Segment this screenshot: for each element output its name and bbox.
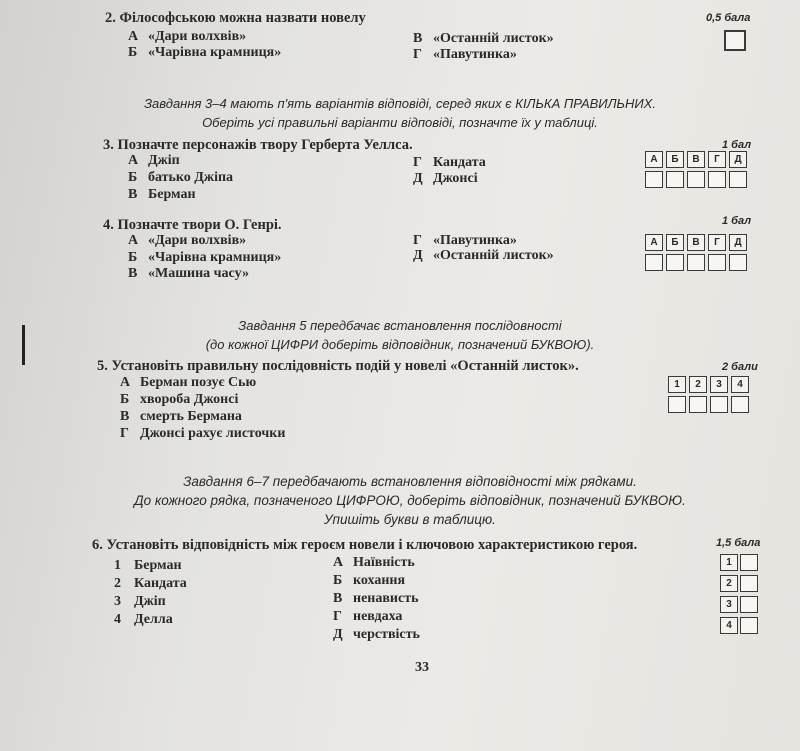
option-v: В Берман [128, 187, 196, 202]
instructions-5: Завдання 5 передбачає встановлення послідовності (до кожної ЦИФРИ доберіть відповідник, позначений БУКВОЮ). [205, 318, 595, 352]
grid-header: 3 [710, 376, 728, 393]
points-label: 1 бал [722, 139, 752, 151]
hero-1: 1 Берман [114, 558, 182, 573]
answer-cell[interactable] [729, 171, 747, 188]
question-3: 3. Позначте персонажів твору Герберта Уеллса. [103, 137, 413, 153]
option-d: Д Джонсі [413, 171, 478, 186]
answer-grid [645, 151, 747, 188]
grid-header: В [687, 151, 705, 168]
grid-header: Г [708, 151, 726, 168]
question-6: 6. Установіть відповідність між героєм новели і ключовою характеристикою героя. [92, 537, 638, 553]
option-a: А «Дари волхвів» [128, 233, 247, 248]
option-v: В смерть Бермана [120, 409, 242, 424]
grid-header: 4 [731, 376, 749, 393]
answer-cell[interactable] [666, 254, 684, 271]
option-d: Д «Останній листок» [413, 248, 554, 263]
option-v: В «Останній листок» [413, 31, 554, 46]
grid-header: Д [729, 151, 747, 168]
option-g: Г Джонсі рахує листочки [120, 426, 286, 441]
grid-header: 2 [720, 575, 738, 592]
answer-cell[interactable] [645, 171, 663, 188]
answer-cell[interactable] [708, 171, 726, 188]
answer-cell[interactable] [687, 171, 705, 188]
grid-header: 1 [668, 376, 686, 393]
trait-b: Б кохання [333, 573, 406, 588]
grid-header: Д [729, 234, 747, 251]
answer-cell[interactable] [740, 554, 758, 571]
answer-box[interactable] [724, 30, 746, 51]
points-label: 2 бали [722, 361, 758, 373]
points-label: 1,5 бала [716, 537, 761, 549]
matching-grid [720, 554, 758, 634]
question-4: 4. Позначте твори О. Генрі. [103, 217, 282, 233]
answer-cell[interactable] [689, 396, 707, 413]
option-a: А Берман позує Сью [120, 375, 257, 390]
points-label: 1 бал [722, 215, 752, 227]
answer-cell[interactable] [687, 254, 705, 271]
answer-cell[interactable] [729, 254, 747, 271]
trait-a: А Наївність [333, 555, 415, 570]
instructions-6-7: Завдання 6–7 передбачають встановлення відповідності між рядками. До кожного рядка, позначеного ЦИФРОЮ, доберіть відповідник, позначений БУКВОЮ. Упишіть букви в таблицю. [134, 474, 686, 527]
option-a: А «Дари волхвів» [128, 29, 247, 44]
grid-header: В [687, 234, 705, 251]
option-g: Г «Павутинка» [413, 47, 517, 62]
trait-g: Г невдаха [333, 609, 403, 624]
grid-header: 2 [689, 376, 707, 393]
option-b: Б «Чарівна крамниця» [128, 45, 282, 60]
question-text: Філософською можна назвати новелу [119, 10, 366, 26]
page-number: 33 [415, 660, 429, 675]
hero-3: 3 Джіп [114, 594, 166, 609]
grid-header: А [645, 151, 663, 168]
grid-header: 1 [720, 554, 738, 571]
grid-header: 4 [720, 617, 738, 634]
points-label: 0,5 бала [706, 12, 751, 24]
margin-mark [22, 325, 25, 365]
answer-grid [645, 234, 747, 271]
grid-header: Г [708, 234, 726, 251]
question-2 [105, 10, 366, 27]
option-b: Б батько Джіпа [128, 170, 234, 185]
hero-2: 2 Кандата [114, 576, 187, 591]
answer-cell[interactable] [645, 254, 663, 271]
grid-header: Б [666, 234, 684, 251]
option-g: Г «Павутинка» [413, 233, 517, 248]
trait-v: В ненависть [333, 591, 419, 606]
answer-grid [668, 376, 749, 413]
answer-cell[interactable] [740, 617, 758, 634]
answer-cell[interactable] [666, 171, 684, 188]
option-g: Г Кандата [413, 155, 486, 170]
question-5: 5. Установіть правильну послідовність подій у новелі «Останній листок». [97, 358, 579, 374]
answer-cell[interactable] [740, 596, 758, 613]
grid-header: Б [666, 151, 684, 168]
option-b: Б «Чарівна крамниця» [128, 250, 282, 265]
answer-cell[interactable] [740, 575, 758, 592]
answer-cell[interactable] [710, 396, 728, 413]
option-a: А Джіп [128, 153, 180, 168]
grid-header: А [645, 234, 663, 251]
hero-4: 4 Делла [114, 612, 173, 627]
trait-d: Д черствість [333, 627, 420, 642]
instructions-3-4: Завдання 3–4 мають п'ять варіантів відповіді, серед яких є КІЛЬКА ПРАВИЛЬНИХ. Оберіть усі правильні варіанти відповіді, позначте їх у таблиці. [144, 96, 656, 130]
question-number: 2. [105, 10, 116, 26]
option-b: Б хвороба Джонсі [120, 392, 239, 407]
answer-cell[interactable] [708, 254, 726, 271]
option-v: В «Машина часу» [128, 266, 249, 281]
answer-cell[interactable] [668, 396, 686, 413]
grid-header: 3 [720, 596, 738, 613]
answer-cell[interactable] [731, 396, 749, 413]
